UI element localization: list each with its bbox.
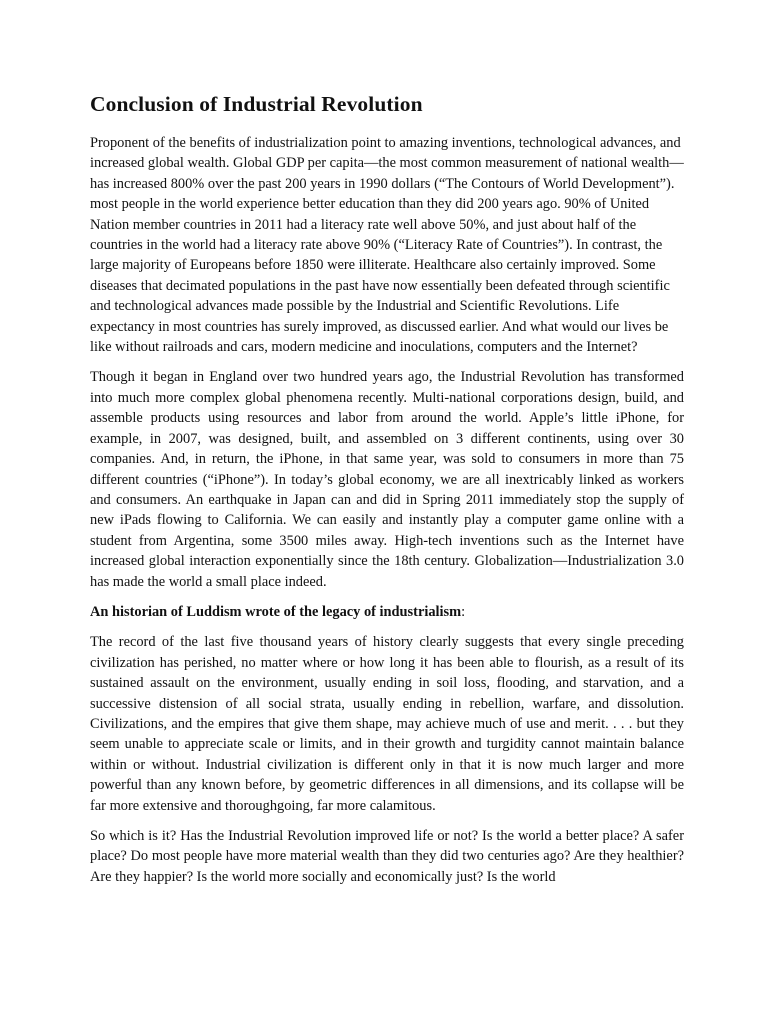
luddism-heading	[90, 602, 684, 622]
paragraph-questions: So which is it? Has the Industrial Revolution improved life or not? Is the world a better place? A safer place? Do most people have more material wealth than they did two centuries ago? Are they healthier? Are they happier? Is the world more socially and economically just? Is the world	[90, 828, 684, 885]
document-page	[90, 92, 684, 897]
luddism-heading-bold: An historian of Luddism wrote of the legacy of industrialism	[90, 603, 462, 620]
luddism-heading-colon: :	[461, 603, 466, 620]
paragraph-globalization: Though it began in England over two hundred years ago, the Industrial Revolution has transformed into much more complex global phenomena recently. Multi-national corporations design, build, and assemble products using resources and labor from around the world. Apple’s little iPhone, for example, in 2007, was designed, built, and assembled on 3 different continents, using over 30 companies. And, in return, the iPhone, in that same year, was sold to consumers in more than 75 different countries (“iPhone”). In today’s global economy, we are all inextricably linked as workers and consumers. An earthquake in Japan can and did in Spring 2011 immediately stop the supply of new iPads flowing to California. We can easily and instantly play a computer game online with a student from Argentina, some 3500 miles away. High-tech inventions such as the Internet have increased global interaction exponentially since the 18th century. Globalization—Industrialization 3.0 has made the world a small place indeed.	[90, 369, 684, 590]
paragraph-benefits: Proponent of the benefits of industrialization point to amazing inventions, technological advances, and increased global wealth. Global GDP per capita—the most common measurement of national wealth—has increased 800% over the past 200 years in 1990 dollars (“The Contours of World Development”). most people in the world experience better education than they did 200 years ago. 90% of United Nation member countries in 2011 had a literacy rate well above 50%, and just about half of the countries in the world had a literacy rate above 90% (“Literacy Rate of Countries”). In contrast, the large majority of Europeans before 1850 were illiterate. Healthcare also certainly improved. Some diseases that decimated populations in the past have now essentially been defeated through scientific and technological advances made possible by the Industrial and Scientific Revolutions. Life expectancy in most countries has surely improved, as discussed earlier. And what would our lives be like without railroads and cars, modern medicine and inoculations, computers and the Internet?	[90, 135, 684, 356]
document-title: Conclusion of Industrial Revolution	[90, 92, 423, 116]
paragraph-luddism-quote: The record of the last five thousand years of history clearly suggests that every single preceding civilization has perished, no matter where or how long it has been able to flourish, as a result of its sustained assault on the environment, usually ending in soil loss, flooding, and starvation, and a successive distension of all social strata, usually ending in rebellion, warfare, and dissolution. Civilizations, and the empires that give them shape, may achieve much of use and merit. . . . but they seem unable to appreciate scale or limits, and in their growth and turgidity cannot maintain balance within or without. Industrial civilization is different only in that it is now much larger and more powerful than any known before, by geometric differences in all dimensions, and its collapse will be far more extensive and thoroughgoing, far more calamitous.	[90, 634, 684, 814]
